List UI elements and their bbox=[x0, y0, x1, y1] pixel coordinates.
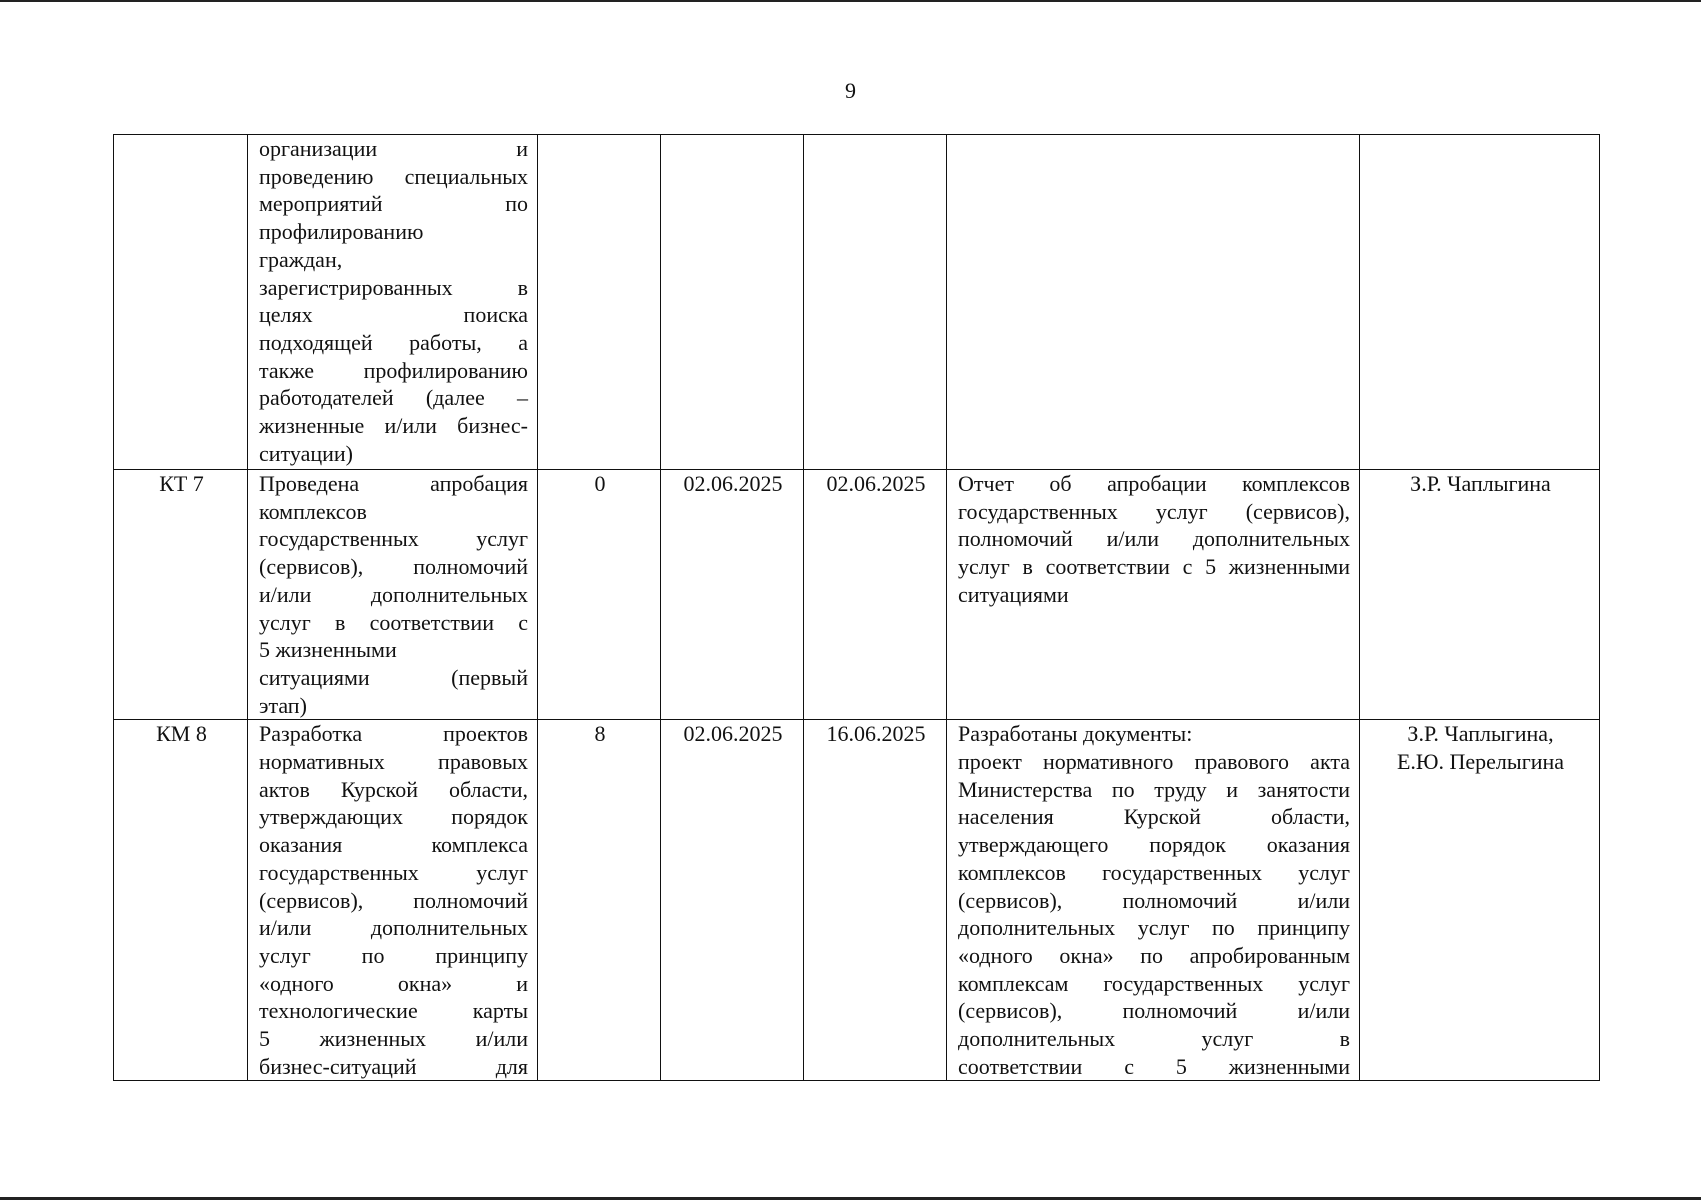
cell-responsible bbox=[1360, 135, 1600, 470]
cell-result-line: дополнительных услуг в bbox=[958, 1026, 1350, 1052]
cell-result-line: Разработаны документы: bbox=[958, 721, 1193, 747]
cell-code: КТ 7 bbox=[114, 470, 248, 720]
cell-value: 8 bbox=[538, 720, 661, 1081]
cell-end-date: 16.06.2025 bbox=[804, 720, 947, 1081]
cell-name-line: актов Курской области, bbox=[259, 776, 528, 802]
cell-name-line: работодателей (далее – bbox=[259, 385, 528, 411]
cell-name-line: ситуациями (первый bbox=[259, 664, 528, 690]
cell-start-date: 02.06.2025 bbox=[661, 720, 804, 1081]
cell-result-line: Отчет об апробации комплексов bbox=[958, 471, 1350, 496]
plan-table bbox=[113, 134, 1600, 1081]
cell-result-line: ситуациями bbox=[958, 581, 1069, 607]
responsible-person: З.Р. Чаплыгина, bbox=[1407, 721, 1554, 747]
cell-result bbox=[947, 135, 1360, 470]
cell-start-date: 02.06.2025 bbox=[661, 470, 804, 720]
cell-result bbox=[947, 720, 1360, 1081]
cell-result-line: утверждающего порядок оказания bbox=[958, 832, 1350, 858]
cell-result-line: проект нормативного правового акта bbox=[958, 749, 1350, 775]
cell-name-line: также профилированию bbox=[259, 357, 528, 383]
cell-result-line: услуг в соответствии с 5 жизненными bbox=[958, 554, 1350, 580]
scan-top-edge bbox=[0, 0, 1701, 2]
cell-result-line: комплексам государственных услуг bbox=[958, 970, 1350, 996]
cell-result-line: дополнительных услуг по принципу bbox=[958, 915, 1350, 941]
cell-responsible bbox=[1360, 470, 1600, 720]
cell-name-line: комплексов bbox=[259, 498, 367, 524]
cell-result bbox=[947, 470, 1360, 720]
cell-value bbox=[538, 135, 661, 470]
cell-name-line: зарегистрированных в bbox=[259, 274, 528, 300]
cell-name-line: этап) bbox=[259, 692, 307, 718]
cell-value: 0 bbox=[538, 470, 661, 720]
cell-name bbox=[248, 470, 538, 720]
cell-name-line: «одного окна» и bbox=[259, 970, 528, 996]
cell-result-line: соответствии с 5 жизненными bbox=[958, 1053, 1350, 1079]
cell-start-date bbox=[661, 135, 804, 470]
cell-name-line: государственных услуг bbox=[259, 859, 528, 885]
cell-name-line: нормативных правовых bbox=[259, 749, 528, 775]
cell-name-line: подходящей работы, а bbox=[259, 329, 528, 355]
cell-result-line: (сервисов), полномочий и/или bbox=[958, 998, 1350, 1024]
table-row bbox=[114, 470, 1600, 720]
cell-name-line: бизнес-ситуаций для bbox=[259, 1053, 528, 1079]
cell-name bbox=[248, 135, 538, 470]
cell-name-line: 5 жизненными bbox=[259, 637, 397, 663]
responsible-person: Е.Ю. Перелыгина bbox=[1396, 749, 1565, 775]
cell-name-line: услуг по принципу bbox=[259, 942, 528, 968]
table-row bbox=[114, 135, 1600, 470]
cell-name-line: жизненные и/или бизнес- bbox=[259, 413, 528, 439]
cell-responsible bbox=[1360, 720, 1600, 1081]
cell-result-line: «одного окна» по апробированным bbox=[958, 942, 1350, 968]
cell-name-line: профилированию bbox=[259, 219, 424, 245]
cell-name-line: проведению специальных bbox=[259, 163, 528, 189]
cell-name-line: (сервисов), полномочий bbox=[259, 554, 528, 580]
cell-name-line: (сервисов), полномочий bbox=[259, 887, 528, 913]
cell-name bbox=[248, 720, 538, 1081]
cell-code: КМ 8 bbox=[114, 720, 248, 1081]
cell-result-line: Министерства по труду и занятости bbox=[958, 776, 1350, 802]
cell-name-line: и/или дополнительных bbox=[259, 915, 528, 941]
cell-name-line: ситуации) bbox=[259, 440, 353, 466]
cell-name-line: технологические карты bbox=[259, 998, 528, 1024]
cell-name-line: 5 жизненных и/или bbox=[259, 1026, 528, 1052]
cell-name-line: утверждающих порядок bbox=[259, 804, 528, 830]
cell-result-line: комплексов государственных услуг bbox=[958, 859, 1350, 885]
cell-name-line: и/или дополнительных bbox=[259, 581, 528, 607]
cell-result-line: государственных услуг (сервисов), bbox=[958, 498, 1350, 524]
cell-name-line: государственных услуг bbox=[259, 526, 528, 552]
cell-name-line: услуг в соответствии с bbox=[259, 609, 528, 635]
cell-name-line: целях поиска bbox=[259, 302, 528, 328]
cell-end-date: 02.06.2025 bbox=[804, 470, 947, 720]
cell-result-line: населения Курской области, bbox=[958, 804, 1350, 830]
cell-name-line: мероприятий по bbox=[259, 191, 528, 217]
table-row bbox=[114, 720, 1600, 1081]
page-number: 9 bbox=[845, 78, 856, 103]
cell-code bbox=[114, 135, 248, 470]
cell-name-line: Разработка проектов bbox=[259, 721, 528, 747]
cell-result-line: полномочий и/или дополнительных bbox=[958, 526, 1350, 552]
cell-name-line: оказания комплекса bbox=[259, 832, 528, 858]
cell-name-line: организации и bbox=[259, 136, 528, 161]
cell-result-line: (сервисов), полномочий и/или bbox=[958, 887, 1350, 913]
responsible-person: З.Р. Чаплыгина bbox=[1410, 471, 1551, 496]
cell-name-line: Проведена апробация bbox=[259, 471, 528, 496]
cell-name-line: граждан, bbox=[259, 246, 343, 272]
cell-end-date bbox=[804, 135, 947, 470]
